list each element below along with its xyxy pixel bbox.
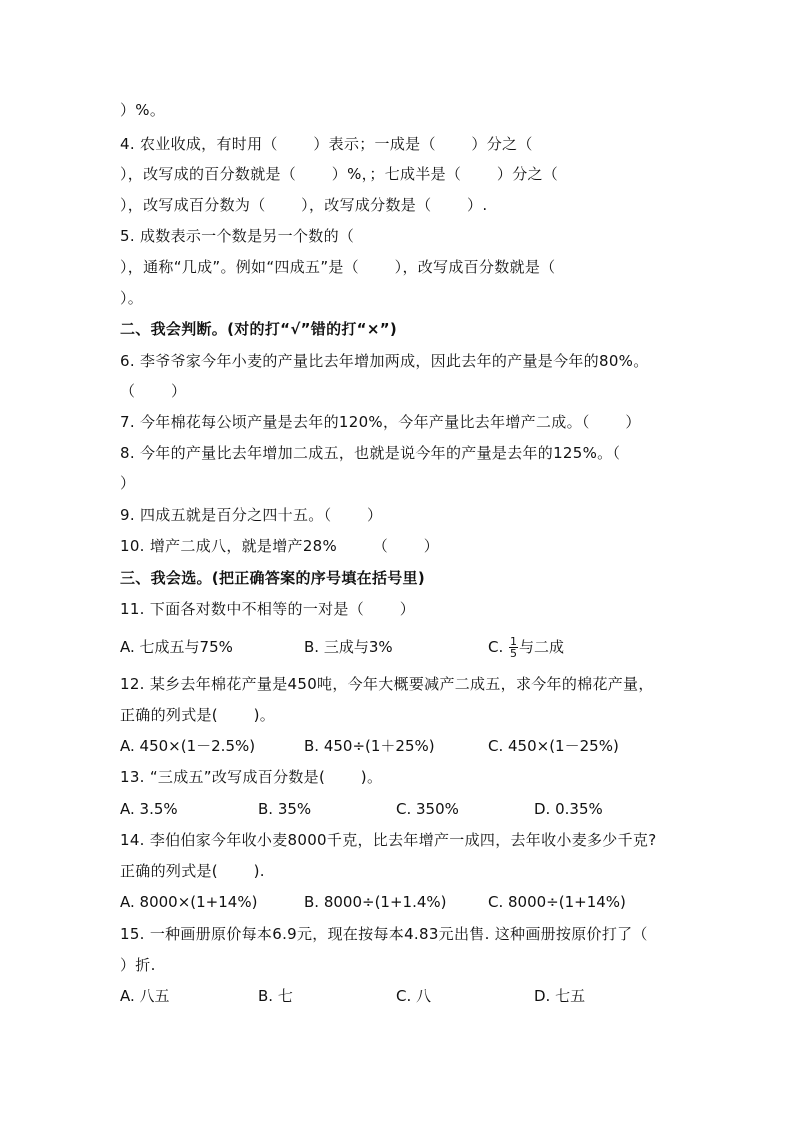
q6-line-2: （ ） [120,382,187,400]
q14-option-c: C. 8000÷(1+14%) [488,893,626,911]
q14-option-b: B. 8000÷(1+1.4%) [304,893,447,911]
section-2-heading: 二、我会判断。(对的打“√”错的打“×”) [120,320,398,338]
q12-option-a: A. 450×(1－2.5%) [120,737,256,755]
q5-line-2: ），通称“几成”。例如“四成五”是（ ），改写成百分数就是（ [120,258,556,276]
q15-line-2: ）折. [120,956,156,974]
q13-option-d: D. 0.35% [534,800,603,818]
q4-line-2: ），改写成的百分数就是（ ）%，；七成半是（ ）分之（ [120,165,559,183]
q13-options [120,794,640,824]
q9-line: 9. 四成五就是百分之四十五。（ ） [120,506,383,524]
q4-line-3: ），改写成百分数为（ ），改写成分数是（ ）. [120,196,488,214]
q14-options [120,887,640,917]
q12-options [120,731,640,761]
section-3-heading: 三、我会选。(把正确答案的序号填在括号里) [120,569,426,587]
q5-line-1: 5. 成数表示一个数是另一个数的（ [120,227,355,245]
q12-option-b: B. 450÷(1＋25%) [304,737,435,755]
q3-continuation: ）%。 [120,101,166,119]
q13-option-a: A. 3.5% [120,800,178,818]
q11-option-c [488,632,564,662]
q11-stem: 11. 下面各对数中不相等的一对是（ ） [120,600,415,618]
q14-line-1: 14. 李伯伯家今年收小麦8000千克，比去年增产一成四，去年收小麦多少千克? [120,831,657,849]
q11-option-a: A. 七成五与75% [120,638,233,656]
q8-line-1: 8. 今年的产量比去年增加二成五，也就是说今年的产量是去年的125%。（ [120,444,621,462]
q12-option-c: C. 450×(1－25%) [488,737,619,755]
q11-option-b: B. 三成与3% [304,638,393,656]
q15-option-d: D. 七五 [534,987,586,1005]
q4-line-1: 4. 农业收成，有时用（ ）表示；一成是（ ）分之（ [120,135,533,153]
q13-stem: 13. “三成五”改写成百分数是( )。 [120,768,383,786]
q15-options [120,981,640,1011]
q7-line: 7. 今年棉花每公顷产量是去年的120%，今年产量比去年增产二成。（ ） [120,413,641,431]
q15-option-c: C. 八 [396,987,432,1005]
q14-line-2: 正确的列式是( ). [120,862,265,880]
q5-line-3: ）。 [120,289,144,307]
q13-option-c: C. 350% [396,800,459,818]
q12-line-2: 正确的列式是( )。 [120,706,276,724]
q13-option-b: B. 35% [258,800,312,818]
q12-line-1: 12. 某乡去年棉花产量是450吨，今年大概要减产二成五，求今年的棉花产量， [120,675,654,693]
q15-line-1: 15. 一种画册原价每本6.9元，现在按每本4.83元出售. 这种画册按原价打了（ [120,925,648,943]
q10-line: 10. 增产二成八，就是增产28% （ ） [120,537,440,555]
fraction-numerator: 1 [510,635,518,648]
q6-line-1: 6. 李爷爷家今年小麦的产量比去年增加两成，因此去年的产量是今年的80%。 [120,352,649,370]
fraction-denominator: 5 [510,647,518,660]
q11-options [120,632,680,662]
fraction-one-fifth [509,636,518,659]
q14-option-a: A. 8000×(1+14%) [120,893,258,911]
q15-option-a: A. 八五 [120,987,170,1005]
q8-line-2: ） [120,474,136,492]
q11-option-c-text: 与二成 [519,638,565,656]
q15-option-b: B. 七 [258,987,293,1005]
q11-option-c-label: C. [488,638,509,656]
